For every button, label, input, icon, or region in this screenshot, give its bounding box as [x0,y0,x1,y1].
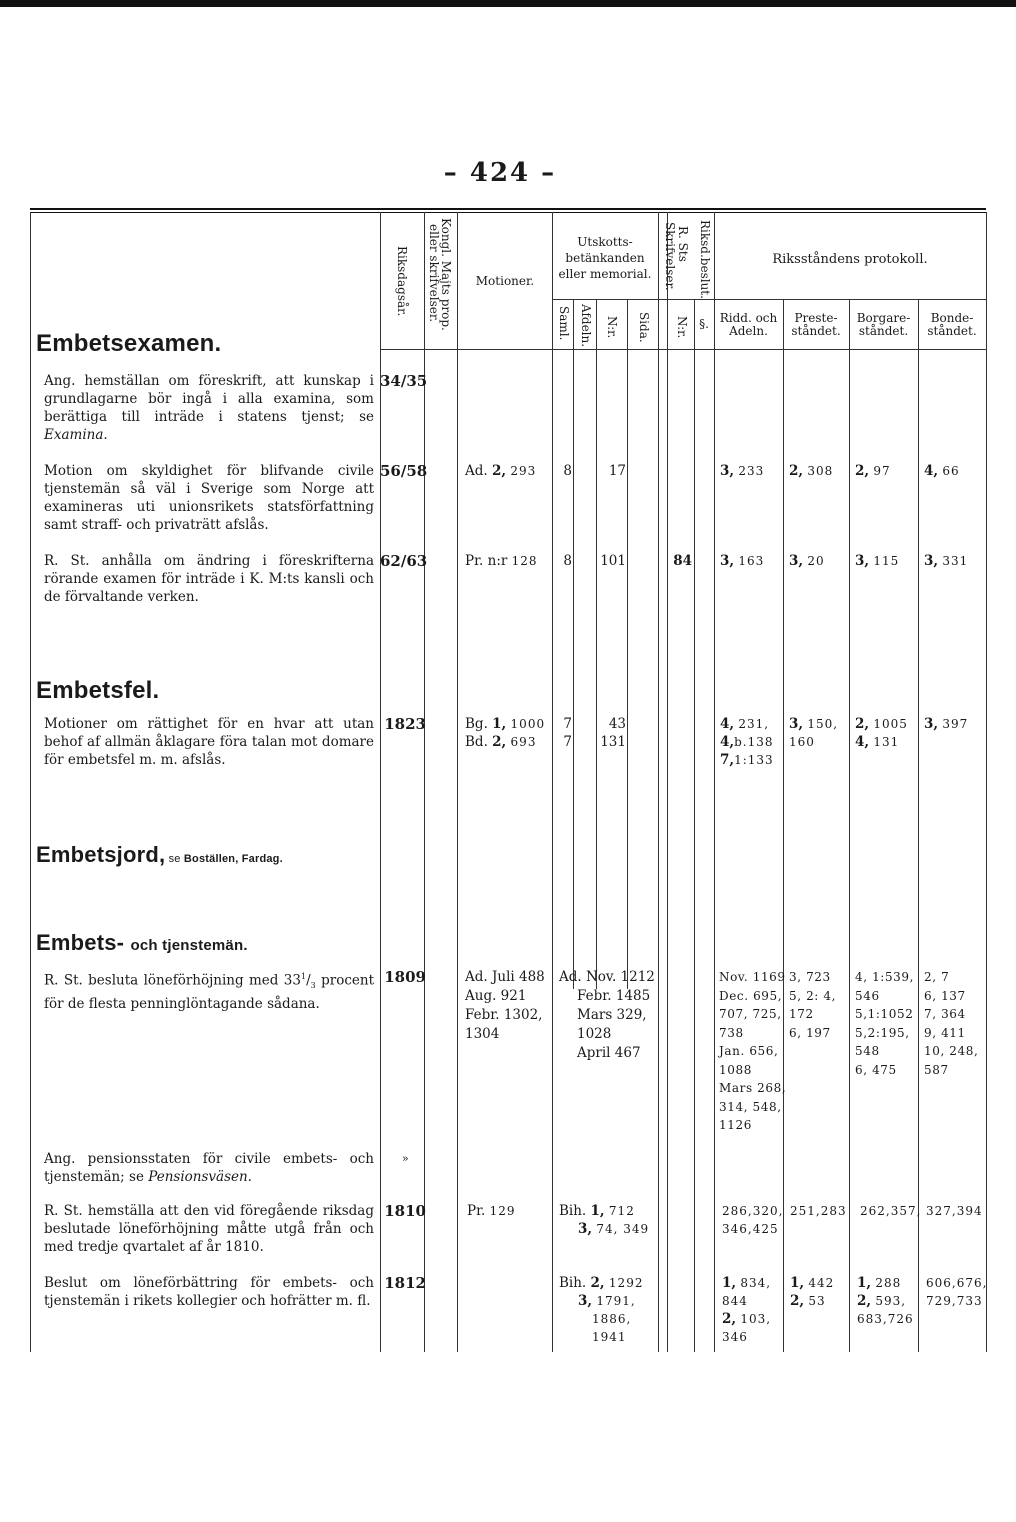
col-line-borgare [849,299,850,1352]
entry-utskott: 3, 1791, [578,1293,636,1309]
entry-bonde: 3, 397 [924,716,969,732]
hdr-sida: Sida. [637,312,651,343]
entry-utskott: Bih. 2, 1292 [559,1275,644,1291]
hdr-kongl-2: eller skrifvelser. [427,224,441,323]
protokoll-subheader-rule [714,299,986,300]
entry-preste-list: 3, 723 5, 2: 4, 172 6, 197 [789,970,837,1040]
entry-description: Ang. pensionsstaten för civile embets- och tjenstemän; se Pensionsväsen. [44,1151,374,1185]
col-line-left [30,212,31,1352]
col-line-nr [596,299,597,989]
entry-afdeln: 8 [563,463,572,479]
hdr-saml: Saml. [557,306,571,341]
entry-description: Ang. hemställan om föreskrift, att kunskap i grundlagarne bör ingå i alla examina, som berättiga till inträde i statens tjenst; se Examina. [44,373,374,443]
entry-ridd: 844 [722,1294,748,1308]
scan-border-top [0,0,1016,7]
entry-motion: Bg. 1, 1000 [465,716,546,732]
hdr-riksd-nr: N:r. [675,316,689,339]
col-line-protokoll [714,212,715,1352]
entry-preste: 3, 20 [789,553,825,569]
entry-riksd-nr: 84 [673,553,692,569]
page-number: – 424 – [443,158,557,188]
hdr-utskott-1: Utskotts- [577,235,633,249]
header-rule-bottom [380,349,986,350]
hdr-kongl-1: Kongl. Majts prop. [439,218,453,331]
entry-ridd: 1, 834, [722,1275,772,1291]
entry-description: R. St. besluta löneförhöjning med $33^1/_3$ procent för de flesta penninglöntagande sådana. [44,972,374,1013]
col-line-motioner [457,212,458,1352]
entry-borgare: 2, 97 [855,463,891,479]
entry-year: 1823 [384,715,426,733]
hdr-nr: N:r. [605,316,619,339]
entry-preste: 3, 150, [789,716,839,732]
entry-description: Motion om skyldighet för blifvande civile tjenstemän så väl i Sverige som Norge att examineras uti unionsrikets statsförfattning samt straff- och privaträtt afslås. [44,463,374,533]
section-title-embetsexamen: Embetsexamen. [36,330,222,357]
entry-nr: 43 [608,716,626,732]
entry-bonde: 327,394 [926,1204,983,1218]
entry-ridd: 3, 163 [720,553,765,569]
hdr-protokoll: Riksståndens protokoll. [772,252,928,267]
entry-preste: 160 [789,735,815,749]
col-line-right [986,212,987,1352]
entry-borgare: 683,726 [857,1312,914,1326]
entry-bonde: 4, 66 [924,463,960,479]
entry-utskott: 1886, [592,1312,632,1326]
entry-afdeln: 7 [563,716,572,732]
entry-ridd: 3, 233 [720,463,765,479]
col-line-utskott [552,212,553,1352]
section-title-embetsjord: Embetsjord, se Boställen, Fardag. [36,842,283,867]
entry-preste: 251,283 [790,1204,847,1218]
entry-ridd-list: 286,320, 346,425 [722,1204,784,1236]
entry-description: Motioner om rättighet för en hvar att utan behof af allmän åklagare föra talan mot domare för embetsfel m. m. afslås. [44,716,374,768]
entry-borgare-list: 4, 1:539, 546 5,1:1052 5,2:195, 548 6, 475 [855,970,915,1077]
col-line-bonde [918,299,919,1352]
entry-motion: Pr. 129 [467,1203,516,1219]
col-line-par [694,299,695,1352]
entry-bonde: 3, 331 [924,553,969,569]
entry-preste: 1, 442 [790,1275,835,1291]
entry-ridd: 7,1:133 [720,752,774,768]
hdr-borgare: Borgare- ståndet. [856,311,911,338]
hdr-riksdagsar: Riksdagsår. [395,246,409,317]
col-line-rsts [658,212,659,1352]
entry-ridd: 4, 231, [720,716,770,732]
entry-utskott: 3, 74, 349 [578,1221,650,1237]
entry-year: 1809 [384,968,426,986]
col-line-rsts-b [667,212,668,1352]
entry-description: R. St. hemställa att den vid föregående riksdag beslutade löneförhöjning måtte utgå från och med tredje qvartalet af år 1810. [44,1203,374,1255]
entry-afdeln: 8 [563,553,572,569]
entry-year: 1812 [384,1274,426,1292]
hdr-rsts-1: R. Sts [676,226,690,262]
hdr-rsts-2: Skrifvelser. [663,222,677,291]
entry-motion: Ad. 2, 293 [465,463,537,479]
entry-preste: 2, 308 [789,463,834,479]
hdr-motioner: Motioner. [475,274,535,288]
entry-bonde: 606,676, [926,1276,988,1290]
entry-year: 1810 [384,1202,426,1220]
col-line-preste [783,299,784,1352]
col-line-sida [627,299,628,989]
entry-motion: Pr. n:r 128 [465,553,538,569]
hdr-afdeln: Afdeln. [579,304,593,348]
header-rule-thin [30,212,986,213]
entry-description: R. St. anhålla om ändring i föreskrifterna rörande examen för inträde i K. M:ts kansli och de förvaltande verken. [44,553,374,605]
entry-motion: Bd. 2, 693 [465,734,537,750]
entry-year: 56/58 [380,462,428,480]
entry-utskott: 1941 [592,1330,627,1344]
entry-bonde: 729,733 [926,1294,983,1308]
entry-ridd: 4,b.138 [720,734,774,750]
entry-year-ditto: » [402,1152,409,1165]
section-title-embetsfel: Embetsfel. [36,677,160,704]
entry-ridd-list: Nov. 1169 Dec. 695, 707, 725, 738 Jan. 656, 1088 Mars 268, 314, 548, 1126 [719,970,787,1132]
hdr-utskott-3: eller memorial. [558,267,652,281]
entry-borgare: 4, 131 [855,734,900,750]
entry-utskott: Bih. 1, 712 [559,1203,635,1219]
entry-utskott-list: Ad. Nov. 1212 Febr. 1485 Mars 329, 1028 April 467 [559,969,655,1061]
entry-afdeln: 7 [563,734,572,750]
entry-description: Beslut om löneförbättring för embets- och tjenstemän i rikets kollegier och hofrätter m. fl. [44,1275,374,1309]
hdr-ridd: Ridd. och Adeln. [719,311,778,338]
entry-bonde-list: 2, 7 6, 137 7, 364 9, 411 10, 248, 587 [924,970,979,1077]
entry-preste: 2, 53 [790,1293,826,1309]
utskott-subheader-rule [552,299,658,300]
hdr-bonde: Bonde- ståndet. [927,311,977,338]
hdr-preste: Preste- ståndet. [791,311,841,338]
entry-ridd: 346 [722,1330,748,1344]
section-title-embets-tjenstemaen: Embets- och tjenstemän. [36,930,248,955]
entry-borgare: 3, 115 [855,553,900,569]
entry-borgare: 262,357, [860,1204,922,1218]
hdr-utskott-2: betänkanden [565,251,645,265]
entry-year: 62/63 [380,552,428,570]
entry-nr: 131 [600,734,626,750]
col-line-afdeln [573,299,574,989]
hdr-riksd-beslut: Riksd.beslut. [698,220,712,299]
entry-motion-list: Ad. Juli 488 Aug. 921 Febr. 1302, 1304 [465,969,545,1042]
entry-nr: 101 [600,553,626,569]
entry-year: 34/35 [380,372,428,390]
entry-borgare: 1, 288 [857,1275,902,1291]
header-rule-top [30,208,986,210]
entry-borgare: 2, 593, [857,1293,907,1309]
hdr-paragraph: §. [699,317,709,331]
entry-nr: 17 [608,463,626,479]
entry-borgare: 2, 1005 [855,716,908,732]
entry-ridd: 2, 103, [722,1311,772,1327]
